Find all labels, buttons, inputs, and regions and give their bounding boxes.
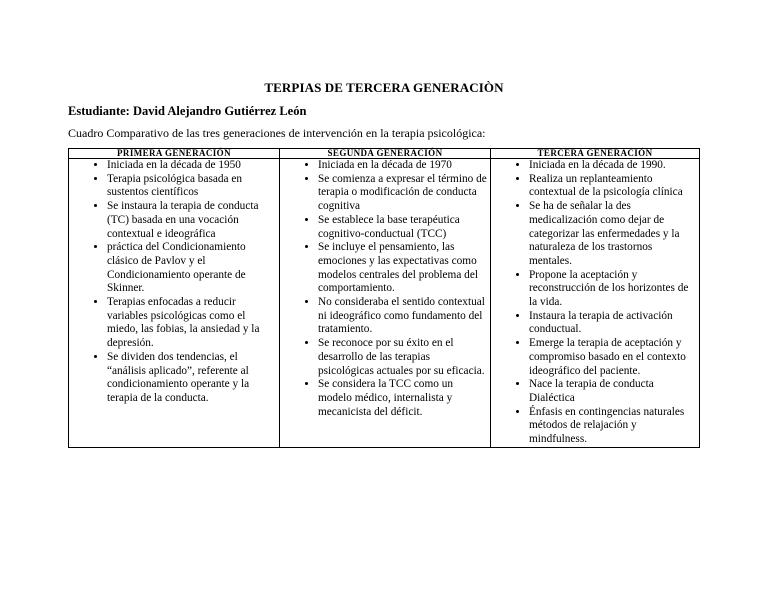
list-item: • No consideraba el sentido contextual ni ideográfico como fundamento del tratamiento. xyxy=(318,296,487,337)
list-item: • Realiza un replanteamiento contextual de la psicología clínica xyxy=(529,173,696,200)
second-generation-cell xyxy=(280,159,491,448)
comparison-table xyxy=(68,148,700,448)
student-name: Estudiante: David Alejandro Gutiérrez León xyxy=(68,104,307,118)
table-body-row xyxy=(69,159,700,448)
list-item: • Terapia psicológica basada en sustentos científicos xyxy=(107,173,276,200)
list-item: • Se incluye el pensamiento, las emociones y las expectativas como modelos centrales del problema del comportamiento. xyxy=(318,241,487,296)
list-item: • Nace la terapia de conducta Dialéctica xyxy=(529,378,696,405)
third-generation-list xyxy=(491,159,699,447)
list-item: • Se comienza a expresar el término de terapia o modificación de conducta cognitiva xyxy=(318,173,487,214)
list-item: • Instaura la terapia de activación conductual. xyxy=(529,310,696,337)
list-item: • Terapias enfocadas a reducir variables psicológicas como el miedo, las fobias, la ansiedad y la depresión. xyxy=(107,296,276,351)
table-header-row xyxy=(69,149,700,159)
list-item: • Iniciada en la década de 1990. xyxy=(529,159,696,173)
list-item: • Iniciada en la década de 1950 xyxy=(107,159,276,173)
list-item: • Énfasis en contingencias naturales métodos de relajación y mindfulness. xyxy=(529,406,696,447)
list-item: • Se ha de señalar la des medicalización como dejar de categorizar las enfermedades y la naturaleza de los trastornos mentales. xyxy=(529,200,696,269)
first-generation-list xyxy=(69,159,279,406)
second-generation-list xyxy=(280,159,490,419)
list-item: • Se establece la base terapéutica cognitivo-conductual (TCC) xyxy=(318,214,487,241)
list-item: • Se reconoce por su éxito en el desarrollo de las terapias psicológicas actuales por su eficacia. xyxy=(318,337,487,378)
list-item: • Se dividen dos tendencias, el “análisis aplicado”, referente al condicionamiento operante y la terapia de la conducta. xyxy=(107,351,276,406)
list-item: • Propone la aceptación y reconstrucción de los horizontes de la vida. xyxy=(529,269,696,310)
document-title: TERPIAS DE TERCERA GENERACIÒN xyxy=(264,80,504,95)
list-item: • práctica del Condicionamiento clásico de Pavlov y el Condicionamiento operante de Skinner. xyxy=(107,241,276,296)
column-header-first-generation: PRIMERA GENERACIÓN xyxy=(69,149,280,159)
list-item: • Se considera la TCC como un modelo médico, internalista y mecanicista del déficit. xyxy=(318,378,487,419)
third-generation-cell xyxy=(491,159,700,448)
column-header-third-generation: TERCERA GENERACIÓN xyxy=(491,149,700,159)
list-item: • Emerge la terapia de aceptación y compromiso basado en el contexto ideográfico del paciente. xyxy=(529,337,696,378)
first-generation-cell xyxy=(69,159,280,448)
column-header-second-generation: SEGUNDA GENERACIÓN xyxy=(280,149,491,159)
intro-paragraph: Cuadro Comparativo de las tres generaciones de intervención en la terapia psicológica: xyxy=(68,126,486,140)
list-item: • Iniciada en la década de 1970 xyxy=(318,159,487,173)
list-item: • Se instaura la terapia de conducta (TC) basada en una vocación contextual e ideográfica xyxy=(107,200,276,241)
